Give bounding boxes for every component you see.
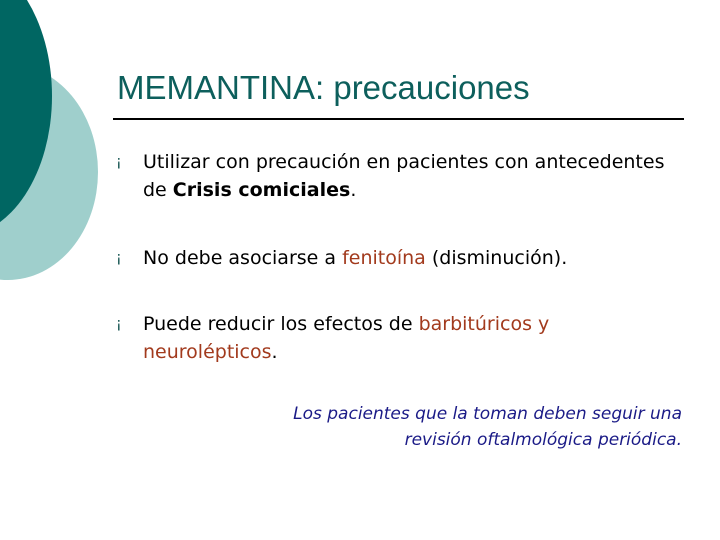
list-item-text: Utilizar con precaución en pacientes con antecedentes de [143,151,665,201]
list-item-text-end: (disminución). [425,247,568,269]
footnote-line: revisión oftalmológica periódica. [404,430,682,450]
bullet-icon: ¡ [116,154,122,170]
bullet-icon: ¡ [116,316,122,332]
slide-title: MEMANTINA: precauciones [117,69,530,106]
list-item-text: No debe asociarse a [143,247,343,269]
highlighted-term: fenitoína [342,247,426,269]
list-item-text-end: . [350,179,357,201]
list-item-text: Puede reducir los efectos de [143,313,419,335]
emphasized-term: Crisis comiciales [172,179,351,201]
list-item [143,244,683,272]
highlighted-term: barbitúricos y neurolépticos [143,313,550,363]
list-item-text-end: . [271,341,278,363]
bullet-icon: ¡ [116,250,122,266]
footnote [170,401,682,453]
footnote-line: Los pacientes que la toman deben seguir una [293,404,682,424]
list-item [143,310,683,366]
decorative-circles [0,0,110,290]
list-item [143,148,683,204]
title-divider [113,118,684,120]
